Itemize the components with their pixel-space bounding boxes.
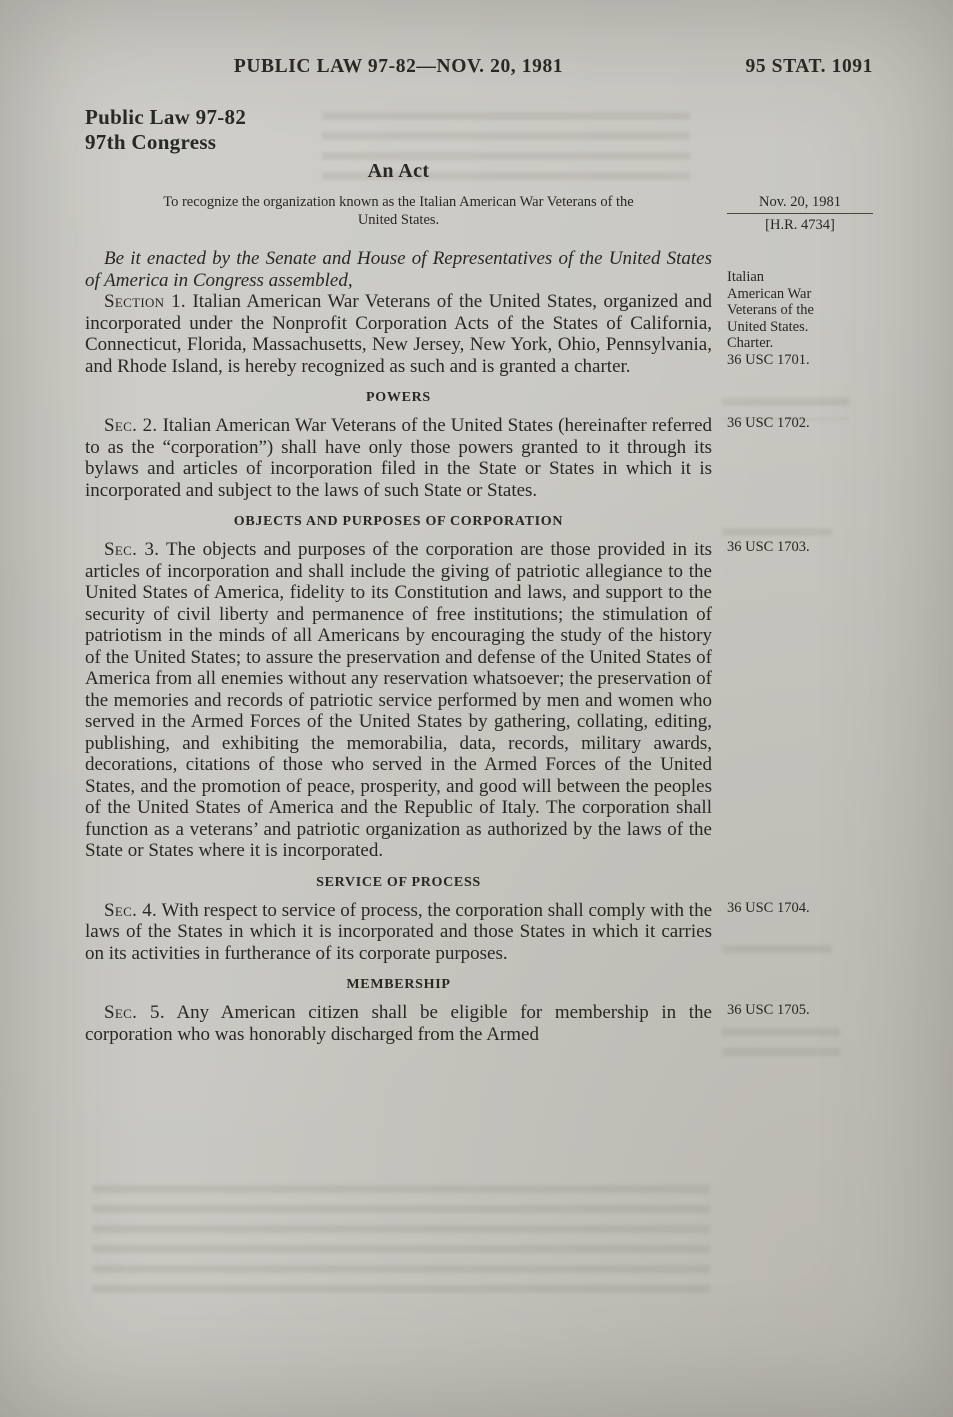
heading-service-of-process: SERVICE OF PROCESS <box>316 874 481 890</box>
margin-note-line: Charter. <box>727 335 774 351</box>
margin-date-block <box>712 194 873 234</box>
margin-note-line: Italian <box>727 269 765 285</box>
act-purpose-line2: United States. <box>357 211 440 228</box>
section-3-label: Sec. 3. <box>104 539 160 560</box>
usc-citation-1703: 36 USC 1703. <box>727 539 810 555</box>
section-4 <box>85 900 953 965</box>
margin-note-charter <box>712 269 873 368</box>
usc-citation-1705: 36 USC 1705. <box>727 1002 810 1018</box>
enacting-clause: Be it enacted by the Senate and House of Representatives of the United States of America in Congress assembled, <box>85 248 712 291</box>
section-2 <box>85 415 953 501</box>
margin-note-usc-1705 <box>712 1002 873 1019</box>
law-number: Public Law 97-82 <box>85 105 247 129</box>
margin-note-line: American War <box>727 285 812 302</box>
margin-note-line: Veterans of the <box>727 302 814 318</box>
act-purpose <box>85 194 712 229</box>
act-heading: An Act <box>367 160 430 182</box>
act-purpose-line1: To recognize the organization known as the Italian American War Veterans of the <box>163 194 634 210</box>
section-1-paragraph <box>85 291 712 377</box>
usc-citation-1704: 36 USC 1704. <box>727 899 810 916</box>
section-5 <box>85 1002 953 1045</box>
section-5-label: Sec. 5. <box>104 1002 165 1023</box>
section-4-text: With respect to service of process, the corporation shall comply with the laws of the States in which it is incorporated and those States in which it carries on its activities in furtherance of its corporate purposes. <box>85 899 713 964</box>
margin-note-usc-1704 <box>712 900 873 917</box>
section-3 <box>85 539 953 862</box>
section-2-text: Italian American War Veterans of the United States (hereinafter referred to as the “corporation”) shall have only those powers granted to it through its bylaws and articles of incorporation filed in the State or States in which it is incorporated and subject to the laws of such State or States. <box>85 415 713 501</box>
usc-citation-1702: 36 USC 1702. <box>727 415 810 431</box>
section-4-paragraph <box>85 900 712 965</box>
running-header <box>85 56 953 78</box>
margin-note-usc-1702 <box>712 415 873 432</box>
bill-number-note: [H.R. 4734] <box>765 217 835 233</box>
heading-powers: POWERS <box>366 390 431 405</box>
margin-note-line: United States. <box>727 318 809 335</box>
section-3-text: The objects and purposes of the corporation are those provided in its articles of incorporation and shall include the giving of patriotic allegiance to the United States of America, fidelity to its Constitution and laws, and support to the security of civil liberty and permanence of free institutions; the stimulation of patriotism in the minds of all Americans by encouraging the study of the history of the United States; to assure the preservation and defense of the United States of America from all enemies without any reservation whatsoever; the preservation of the memories and records of patriotic service performed by men and women who served in the Armed Forces of the United States by gathering, collating, editing, publishing, and exhibiting the memorabilia, data, records, military awards, decorations, citations of those who served in the Armed Forces of the United States, and the promotion of peace, prosperity, and good will between the peoples of the United States of America and the Republic of Italy. The corporation shall function as a veterans’ and patriotic organization as authorized by the laws of the State or States where it is incorporated. <box>85 539 712 861</box>
congress-number: 97th Congress <box>85 130 217 154</box>
statute-page-number: 95 STAT. 1091 <box>745 56 873 77</box>
section-1-label: Section 1. <box>104 291 186 312</box>
section-1 <box>85 248 953 377</box>
heading-membership: MEMBERSHIP <box>346 977 451 992</box>
enactment-date-note: Nov. 20, 1981 <box>727 194 873 214</box>
section-5-text: Any American citizen shall be eligible for membership in the corporation who was honorably discharged from the Armed <box>85 1002 712 1045</box>
act-purpose-row <box>85 194 953 234</box>
running-header-title: PUBLIC LAW 97-82—NOV. 20, 1981 <box>233 56 564 77</box>
section-2-label: Sec. 2. <box>104 415 158 436</box>
heading-objects-purposes: OBJECTS AND PURPOSES OF CORPORATION <box>233 514 564 529</box>
section-1-text: Italian American War Veterans of the United States, organized and incorporated under the Nonprofit Corporation Acts of the States of California, Connecticut, Florida, Massachusetts, New Jersey, New York, Ohio, Pennsylvania, and Rhode Island, is hereby recognized as such and is granted a charter. <box>85 291 713 377</box>
law-identifier <box>85 105 953 155</box>
section-2-paragraph <box>85 415 712 501</box>
section-5-paragraph <box>85 1002 712 1045</box>
section-4-label: Sec. 4. <box>104 899 158 921</box>
margin-note-usc-1703 <box>712 539 873 556</box>
bleedthrough-artifact <box>92 1185 710 1293</box>
section-3-paragraph <box>85 539 712 862</box>
usc-citation-1701: 36 USC 1701. <box>727 351 810 368</box>
